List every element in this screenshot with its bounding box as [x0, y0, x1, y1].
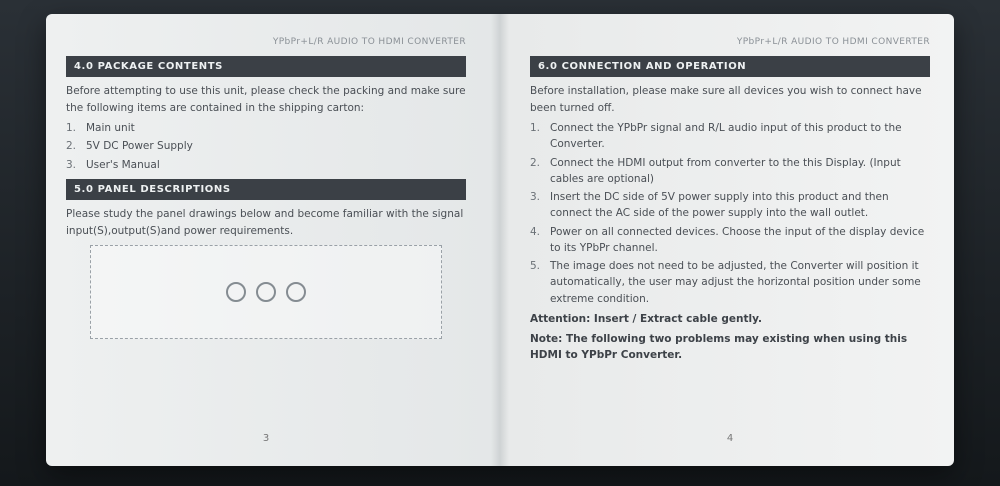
attention-note: Attention: Insert / Extract cable gently. — [530, 312, 762, 325]
port-icon — [286, 282, 306, 302]
list-item — [530, 155, 930, 188]
right-runhead: YPbPr+L/R AUDIO TO HDMI CONVERTER — [736, 37, 930, 47]
item-text: Connect the HDMI output from converter to the this Display. (Input cables are optional) — [550, 156, 901, 185]
item-number: 5. — [530, 260, 541, 273]
list-item — [530, 224, 930, 257]
left-page — [66, 36, 466, 446]
item-text: Power on all connected devices. Choose the input of the display device to its YPbPr channel. — [550, 225, 925, 254]
item-text: The image does not need to be adjusted, the Converter will position it automatically, the user may adjust the horizontal position under some extreme condition. — [550, 260, 921, 305]
sec3-title: 6.0 CONNECTION AND OPERATION — [530, 56, 930, 78]
sec2-title: 5.0 PANEL DESCRIPTIONS — [66, 179, 466, 201]
item-number: 4. — [530, 225, 541, 238]
sec1-intro: Before attempting to use this unit, please check the packing and make sure the following items are contained in the shipping carton: — [66, 85, 466, 114]
manual-spread — [46, 14, 954, 466]
item-text: Insert the DC side of 5V power supply into this product and then connect the AC side of the power supply into the wall outlet. — [550, 191, 889, 220]
left-folio: 3 — [262, 432, 270, 444]
panel-artwork — [90, 245, 442, 339]
list-item — [530, 258, 930, 307]
list-item — [530, 189, 930, 222]
list-item — [66, 120, 466, 136]
item-number: 1. — [530, 121, 541, 134]
right-folio: 4 — [726, 432, 734, 444]
sec1-title: 4.0 PACKAGE CONTENTS — [66, 56, 466, 78]
item-text: Main unit — [86, 121, 135, 134]
problem-note: Note: The following two problems may existing when using this HDMI to YPbPr Converter. — [530, 333, 908, 362]
package-list — [66, 120, 466, 173]
left-runhead: YPbPr+L/R AUDIO TO HDMI CONVERTER — [272, 37, 466, 47]
item-number: 2. — [66, 140, 77, 153]
list-item — [66, 157, 466, 173]
item-number: 1. — [66, 121, 77, 134]
sec3-intro: Before installation, please make sure all devices you wish to connect have been turned off. — [530, 85, 922, 114]
item-text: 5V DC Power Supply — [86, 140, 193, 153]
right-page — [530, 36, 930, 446]
item-text: User's Manual — [86, 158, 160, 171]
list-item — [530, 120, 930, 153]
item-number: 2. — [530, 156, 541, 169]
sec2-intro: Please study the panel drawings below and become familiar with the signal input(S),output(S)and power requirements. — [66, 208, 464, 237]
list-item — [66, 138, 466, 154]
item-number: 3. — [530, 191, 541, 204]
port-icon — [256, 282, 276, 302]
item-number: 3. — [66, 158, 77, 171]
steps-list — [530, 120, 930, 307]
item-text: Connect the YPbPr signal and R/L audio input of this product to the Converter. — [550, 121, 902, 151]
port-icon — [226, 282, 246, 302]
